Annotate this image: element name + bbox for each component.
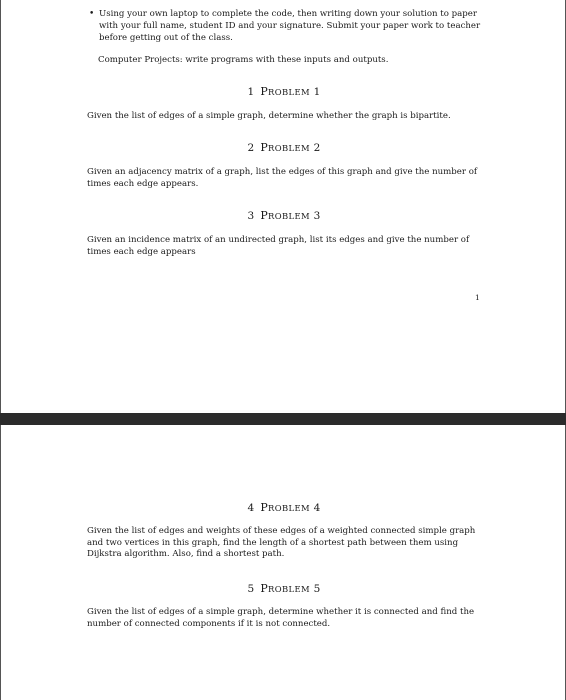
problem-5-title-rest: ROBLEM bbox=[268, 584, 311, 594]
problem-3-number: 3 bbox=[247, 210, 255, 222]
problem-1-description: Given the list of edges of a simple graph, determine whether the graph is bipartite. bbox=[87, 111, 451, 121]
problem-4-title-initial: P bbox=[260, 501, 269, 514]
problem-5-title-initial: P bbox=[260, 582, 269, 595]
bullet-marker: • bbox=[89, 9, 95, 19]
page-number: 1 bbox=[475, 293, 480, 302]
problem-2-number: 2 bbox=[247, 142, 255, 154]
problem-4-number: 4 bbox=[247, 502, 255, 514]
problem-2-title-number: 2 bbox=[313, 142, 321, 154]
problem-5-number: 5 bbox=[247, 583, 255, 595]
problem-2-title-initial: P bbox=[260, 141, 269, 154]
problem-1-title-rest: ROBLEM bbox=[268, 87, 311, 97]
problem-3-heading bbox=[1, 209, 566, 223]
problem-4-title-number: 4 bbox=[313, 502, 321, 514]
problem-5-description: Given the list of edges of a simple graph, determine whether it is connected and find the number of connected components if it is not connected. bbox=[87, 607, 475, 629]
problem-1-number: 1 bbox=[247, 86, 255, 98]
problem-1-title-initial: P bbox=[260, 85, 269, 98]
instructions-text: Using your own laptop to complete the code, then writing down your solution to paper with your full name, student ID and your signature. Submit your paper work to teacher before getting out of the class. bbox=[99, 9, 481, 43]
problem-3-title-number: 3 bbox=[313, 210, 321, 222]
problem-4-title-rest: ROBLEM bbox=[268, 503, 311, 513]
problem-2-title-rest: ROBLEM bbox=[268, 143, 311, 153]
problem-5-title-number: 5 bbox=[313, 583, 321, 595]
problem-3-title-rest: ROBLEM bbox=[268, 211, 311, 221]
problem-4-heading bbox=[1, 501, 566, 515]
problem-5-heading bbox=[1, 582, 566, 596]
computer-projects-intro: Computer Projects: write programs with these inputs and outputs. bbox=[98, 55, 389, 65]
problem-2-heading bbox=[1, 141, 566, 155]
page-separator bbox=[0, 413, 566, 425]
document-page-2 bbox=[0, 425, 566, 700]
problem-3-description: Given an incidence matrix of an undirected graph, list its edges and give the number of times each edge appears bbox=[87, 235, 470, 257]
problem-2-description: Given an adjacency matrix of a graph, list the edges of this graph and give the number of times each edge appears. bbox=[87, 167, 478, 189]
problem-1-heading bbox=[1, 85, 566, 99]
instructions-bullet bbox=[89, 8, 489, 44]
problem-3-title-initial: P bbox=[260, 209, 269, 222]
problem-1-title-number: 1 bbox=[313, 86, 321, 98]
problem-4-description: Given the list of edges and weights of these edges of a weighted connected simple graph and two vertices in this graph, find the length of a shortest path between them using Dijkstra algorithm. Also, find a shortest path. bbox=[87, 526, 476, 559]
